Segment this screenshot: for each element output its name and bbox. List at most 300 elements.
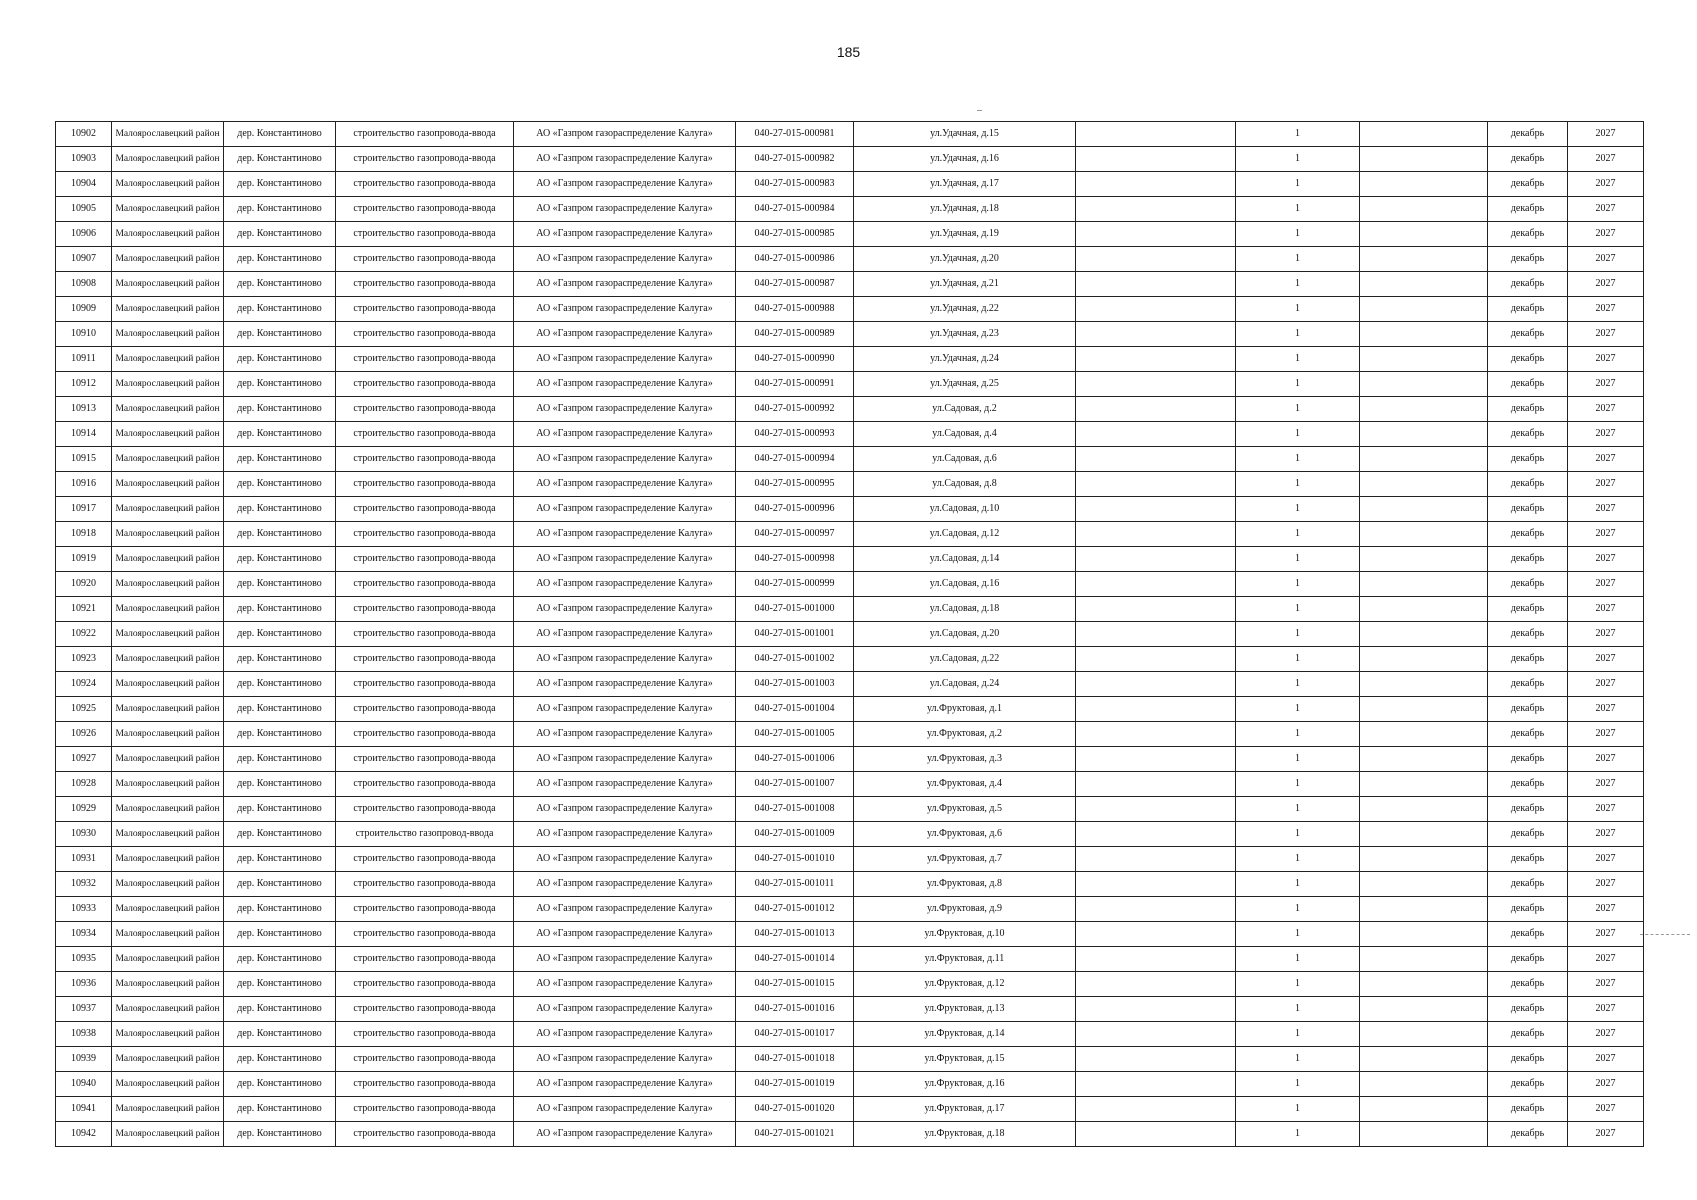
- row-number: 10915: [56, 447, 112, 472]
- quantity-cell: 1: [1236, 497, 1360, 522]
- district-cell: Малоярославецкий район: [112, 772, 224, 797]
- organization-cell: АО «Газпром газораспределение Калуга»: [514, 497, 736, 522]
- row-number: 10912: [56, 372, 112, 397]
- row-number: 10902: [56, 122, 112, 147]
- year-cell: 2027: [1568, 872, 1644, 897]
- quantity-cell: 1: [1236, 472, 1360, 497]
- year-cell: 2027: [1568, 697, 1644, 722]
- year-cell: 2027: [1568, 472, 1644, 497]
- year-cell: 2027: [1568, 722, 1644, 747]
- month-cell: декабрь: [1488, 272, 1568, 297]
- settlement-cell: дер. Константиново: [224, 397, 336, 422]
- work-type-cell: строительство газопровода-ввода: [336, 922, 514, 947]
- quantity-cell: 1: [1236, 1097, 1360, 1122]
- settlement-cell: дер. Константиново: [224, 722, 336, 747]
- work-type-cell: строительство газопровода-ввода: [336, 1097, 514, 1122]
- row-number: 10931: [56, 847, 112, 872]
- work-type-cell: строительство газопровода-ввода: [336, 147, 514, 172]
- address-cell: ул.Фруктовая, д.4: [854, 772, 1076, 797]
- empty-cell: [1076, 522, 1236, 547]
- table-row: [56, 572, 1644, 597]
- object-code-cell: 040-27-015-001009: [736, 822, 854, 847]
- address-cell: ул.Удачная, д.19: [854, 222, 1076, 247]
- work-type-cell: строительство газопровод-ввода: [336, 822, 514, 847]
- month-cell: декабрь: [1488, 897, 1568, 922]
- district-cell: Малоярославецкий район: [112, 997, 224, 1022]
- organization-cell: АО «Газпром газораспределение Калуга»: [514, 822, 736, 847]
- row-number: 10909: [56, 297, 112, 322]
- row-number: 10926: [56, 722, 112, 747]
- settlement-cell: дер. Константиново: [224, 1047, 336, 1072]
- year-cell: 2027: [1568, 1122, 1644, 1147]
- object-code-cell: 040-27-015-000996: [736, 497, 854, 522]
- table-row: [56, 622, 1644, 647]
- empty-cell: [1360, 897, 1488, 922]
- organization-cell: АО «Газпром газораспределение Калуга»: [514, 222, 736, 247]
- organization-cell: АО «Газпром газораспределение Калуга»: [514, 422, 736, 447]
- month-cell: декабрь: [1488, 922, 1568, 947]
- month-cell: декабрь: [1488, 572, 1568, 597]
- month-cell: декабрь: [1488, 372, 1568, 397]
- organization-cell: АО «Газпром газораспределение Калуга»: [514, 347, 736, 372]
- month-cell: декабрь: [1488, 147, 1568, 172]
- organization-cell: АО «Газпром газораспределение Калуга»: [514, 772, 736, 797]
- month-cell: декабрь: [1488, 472, 1568, 497]
- settlement-cell: дер. Константиново: [224, 272, 336, 297]
- row-number: 10927: [56, 747, 112, 772]
- row-number: 10914: [56, 422, 112, 447]
- empty-cell: [1360, 947, 1488, 972]
- address-cell: ул.Фруктовая, д.1: [854, 697, 1076, 722]
- table-row: [56, 322, 1644, 347]
- table-row: [56, 247, 1644, 272]
- year-cell: 2027: [1568, 897, 1644, 922]
- empty-cell: [1076, 147, 1236, 172]
- quantity-cell: 1: [1236, 522, 1360, 547]
- address-cell: ул.Фруктовая, д.9: [854, 897, 1076, 922]
- empty-cell: [1076, 897, 1236, 922]
- month-cell: декабрь: [1488, 647, 1568, 672]
- object-code-cell: 040-27-015-001017: [736, 1022, 854, 1047]
- year-cell: 2027: [1568, 347, 1644, 372]
- organization-cell: АО «Газпром газораспределение Калуга»: [514, 947, 736, 972]
- object-code-cell: 040-27-015-001018: [736, 1047, 854, 1072]
- address-cell: ул.Садовая, д.16: [854, 572, 1076, 597]
- month-cell: декабрь: [1488, 847, 1568, 872]
- settlement-cell: дер. Константиново: [224, 1022, 336, 1047]
- district-cell: Малоярославецкий район: [112, 547, 224, 572]
- district-cell: Малоярославецкий район: [112, 147, 224, 172]
- page-number: 185: [836, 44, 861, 60]
- address-cell: ул.Удачная, д.15: [854, 122, 1076, 147]
- object-code-cell: 040-27-015-001003: [736, 672, 854, 697]
- work-type-cell: строительство газопровода-ввода: [336, 372, 514, 397]
- row-number: 10939: [56, 1047, 112, 1072]
- organization-cell: АО «Газпром газораспределение Калуга»: [514, 1022, 736, 1047]
- district-cell: Малоярославецкий район: [112, 1072, 224, 1097]
- settlement-cell: дер. Константиново: [224, 222, 336, 247]
- table-row: [56, 922, 1644, 947]
- row-number: 10904: [56, 172, 112, 197]
- quantity-cell: 1: [1236, 1047, 1360, 1072]
- object-code-cell: 040-27-015-000990: [736, 347, 854, 372]
- settlement-cell: дер. Константиново: [224, 597, 336, 622]
- district-cell: Малоярославецкий район: [112, 522, 224, 547]
- empty-cell: [1360, 522, 1488, 547]
- object-code-cell: 040-27-015-000993: [736, 422, 854, 447]
- table-row: [56, 947, 1644, 972]
- table-row: [56, 397, 1644, 422]
- settlement-cell: дер. Константиново: [224, 347, 336, 372]
- address-cell: ул.Садовая, д.4: [854, 422, 1076, 447]
- settlement-cell: дер. Константиново: [224, 897, 336, 922]
- settlement-cell: дер. Константиново: [224, 447, 336, 472]
- month-cell: декабрь: [1488, 222, 1568, 247]
- settlement-cell: дер. Константиново: [224, 497, 336, 522]
- work-type-cell: строительство газопровода-ввода: [336, 797, 514, 822]
- table-row: [56, 1122, 1644, 1147]
- year-cell: 2027: [1568, 397, 1644, 422]
- district-cell: Малоярославецкий район: [112, 322, 224, 347]
- month-cell: декабрь: [1488, 772, 1568, 797]
- district-cell: Малоярославецкий район: [112, 222, 224, 247]
- object-code-cell: 040-27-015-001021: [736, 1122, 854, 1147]
- district-cell: Малоярославецкий район: [112, 897, 224, 922]
- work-type-cell: строительство газопровода-ввода: [336, 497, 514, 522]
- settlement-cell: дер. Константиново: [224, 247, 336, 272]
- address-cell: ул.Удачная, д.16: [854, 147, 1076, 172]
- address-cell: ул.Садовая, д.8: [854, 472, 1076, 497]
- settlement-cell: дер. Константиново: [224, 847, 336, 872]
- district-cell: Малоярославецкий район: [112, 847, 224, 872]
- month-cell: декабрь: [1488, 1047, 1568, 1072]
- work-type-cell: строительство газопровода-ввода: [336, 172, 514, 197]
- organization-cell: АО «Газпром газораспределение Калуга»: [514, 622, 736, 647]
- work-type-cell: строительство газопровода-ввода: [336, 847, 514, 872]
- empty-cell: [1360, 1122, 1488, 1147]
- table-row: [56, 647, 1644, 672]
- table-row: [56, 847, 1644, 872]
- table-row: [56, 972, 1644, 997]
- work-type-cell: строительство газопровода-ввода: [336, 972, 514, 997]
- row-number: 10922: [56, 622, 112, 647]
- month-cell: декабрь: [1488, 547, 1568, 572]
- year-cell: 2027: [1568, 597, 1644, 622]
- empty-cell: [1360, 172, 1488, 197]
- empty-cell: [1360, 447, 1488, 472]
- settlement-cell: дер. Константиново: [224, 672, 336, 697]
- row-number: 10928: [56, 772, 112, 797]
- year-cell: 2027: [1568, 222, 1644, 247]
- object-code-cell: 040-27-015-001012: [736, 897, 854, 922]
- year-cell: 2027: [1568, 947, 1644, 972]
- table-row: [56, 1022, 1644, 1047]
- district-cell: Малоярославецкий район: [112, 372, 224, 397]
- district-cell: Малоярославецкий район: [112, 247, 224, 272]
- settlement-cell: дер. Константиново: [224, 1122, 336, 1147]
- work-type-cell: строительство газопровода-ввода: [336, 422, 514, 447]
- quantity-cell: 1: [1236, 422, 1360, 447]
- quantity-cell: 1: [1236, 797, 1360, 822]
- empty-cell: [1360, 597, 1488, 622]
- empty-cell: [1360, 722, 1488, 747]
- settlement-cell: дер. Константиново: [224, 797, 336, 822]
- organization-cell: АО «Газпром газораспределение Калуга»: [514, 572, 736, 597]
- table-body: [56, 122, 1644, 1147]
- empty-cell: [1360, 197, 1488, 222]
- row-number: 10936: [56, 972, 112, 997]
- district-cell: Малоярославецкий район: [112, 1097, 224, 1122]
- year-cell: 2027: [1568, 522, 1644, 547]
- row-number: 10906: [56, 222, 112, 247]
- empty-cell: [1076, 822, 1236, 847]
- quantity-cell: 1: [1236, 597, 1360, 622]
- settlement-cell: дер. Константиново: [224, 1072, 336, 1097]
- quantity-cell: 1: [1236, 772, 1360, 797]
- object-code-cell: 040-27-015-000998: [736, 547, 854, 572]
- settlement-cell: дер. Константиново: [224, 297, 336, 322]
- district-cell: Малоярославецкий район: [112, 422, 224, 447]
- table-row: [56, 347, 1644, 372]
- row-number: 10933: [56, 897, 112, 922]
- table-row: [56, 297, 1644, 322]
- address-cell: ул.Фруктовая, д.3: [854, 747, 1076, 772]
- district-cell: Малоярославецкий район: [112, 572, 224, 597]
- work-type-cell: строительство газопровода-ввода: [336, 297, 514, 322]
- table-row: [56, 372, 1644, 397]
- object-code-cell: 040-27-015-001002: [736, 647, 854, 672]
- table-row: [56, 547, 1644, 572]
- table-row: [56, 272, 1644, 297]
- organization-cell: АО «Газпром газораспределение Калуга»: [514, 1072, 736, 1097]
- empty-cell: [1360, 972, 1488, 997]
- object-code-cell: 040-27-015-001004: [736, 697, 854, 722]
- work-type-cell: строительство газопровода-ввода: [336, 247, 514, 272]
- district-cell: Малоярославецкий район: [112, 497, 224, 522]
- row-number: 10935: [56, 947, 112, 972]
- quantity-cell: 1: [1236, 347, 1360, 372]
- object-code-cell: 040-27-015-001015: [736, 972, 854, 997]
- year-cell: 2027: [1568, 622, 1644, 647]
- district-cell: Малоярославецкий район: [112, 347, 224, 372]
- settlement-cell: дер. Константиново: [224, 422, 336, 447]
- empty-cell: [1076, 672, 1236, 697]
- empty-cell: [1076, 347, 1236, 372]
- year-cell: 2027: [1568, 197, 1644, 222]
- empty-cell: [1076, 622, 1236, 647]
- quantity-cell: 1: [1236, 447, 1360, 472]
- year-cell: 2027: [1568, 922, 1644, 947]
- object-code-cell: 040-27-015-001001: [736, 622, 854, 647]
- address-cell: ул.Удачная, д.21: [854, 272, 1076, 297]
- object-code-cell: 040-27-015-001013: [736, 922, 854, 947]
- empty-cell: [1076, 197, 1236, 222]
- organization-cell: АО «Газпром газораспределение Калуга»: [514, 647, 736, 672]
- object-code-cell: 040-27-015-000991: [736, 372, 854, 397]
- work-type-cell: строительство газопровода-ввода: [336, 447, 514, 472]
- work-type-cell: строительство газопровода-ввода: [336, 647, 514, 672]
- district-cell: Малоярославецкий район: [112, 797, 224, 822]
- object-code-cell: 040-27-015-001014: [736, 947, 854, 972]
- object-code-cell: 040-27-015-001007: [736, 772, 854, 797]
- quantity-cell: 1: [1236, 822, 1360, 847]
- year-cell: 2027: [1568, 297, 1644, 322]
- empty-cell: [1360, 372, 1488, 397]
- quantity-cell: 1: [1236, 122, 1360, 147]
- quantity-cell: 1: [1236, 147, 1360, 172]
- empty-cell: [1076, 572, 1236, 597]
- empty-cell: [1076, 247, 1236, 272]
- object-code-cell: 040-27-015-000984: [736, 197, 854, 222]
- scan-mark: [977, 110, 982, 111]
- organization-cell: АО «Газпром газораспределение Калуга»: [514, 847, 736, 872]
- empty-cell: [1076, 847, 1236, 872]
- organization-cell: АО «Газпром газораспределение Калуга»: [514, 672, 736, 697]
- district-cell: Малоярославецкий район: [112, 172, 224, 197]
- empty-cell: [1360, 1022, 1488, 1047]
- district-cell: Малоярославецкий район: [112, 447, 224, 472]
- year-cell: 2027: [1568, 972, 1644, 997]
- object-code-cell: 040-27-015-000997: [736, 522, 854, 547]
- month-cell: декабрь: [1488, 522, 1568, 547]
- district-cell: Малоярославецкий район: [112, 922, 224, 947]
- address-cell: ул.Фруктовая, д.18: [854, 1122, 1076, 1147]
- work-type-cell: строительство газопровода-ввода: [336, 272, 514, 297]
- settlement-cell: дер. Константиново: [224, 997, 336, 1022]
- work-type-cell: строительство газопровода-ввода: [336, 522, 514, 547]
- address-cell: ул.Фруктовая, д.12: [854, 972, 1076, 997]
- row-number: 10905: [56, 197, 112, 222]
- month-cell: декабрь: [1488, 297, 1568, 322]
- month-cell: декабрь: [1488, 997, 1568, 1022]
- year-cell: 2027: [1568, 772, 1644, 797]
- work-type-cell: строительство газопровода-ввода: [336, 397, 514, 422]
- year-cell: 2027: [1568, 422, 1644, 447]
- row-number: 10938: [56, 1022, 112, 1047]
- year-cell: 2027: [1568, 372, 1644, 397]
- empty-cell: [1076, 597, 1236, 622]
- district-cell: Малоярославецкий район: [112, 672, 224, 697]
- row-number: 10923: [56, 647, 112, 672]
- empty-cell: [1360, 497, 1488, 522]
- month-cell: декабрь: [1488, 747, 1568, 772]
- work-type-cell: строительство газопровода-ввода: [336, 672, 514, 697]
- object-code-cell: 040-27-015-001020: [736, 1097, 854, 1122]
- district-cell: Малоярославецкий район: [112, 722, 224, 747]
- year-cell: 2027: [1568, 1072, 1644, 1097]
- object-code-cell: 040-27-015-000987: [736, 272, 854, 297]
- work-type-cell: строительство газопровода-ввода: [336, 772, 514, 797]
- month-cell: декабрь: [1488, 597, 1568, 622]
- address-cell: ул.Фруктовая, д.7: [854, 847, 1076, 872]
- year-cell: 2027: [1568, 1097, 1644, 1122]
- empty-cell: [1360, 297, 1488, 322]
- year-cell: 2027: [1568, 147, 1644, 172]
- month-cell: декабрь: [1488, 447, 1568, 472]
- organization-cell: АО «Газпром газораспределение Калуга»: [514, 372, 736, 397]
- organization-cell: АО «Газпром газораспределение Калуга»: [514, 697, 736, 722]
- district-cell: Малоярославецкий район: [112, 972, 224, 997]
- year-cell: 2027: [1568, 447, 1644, 472]
- row-number: 10932: [56, 872, 112, 897]
- object-code-cell: 040-27-015-000988: [736, 297, 854, 322]
- empty-cell: [1076, 772, 1236, 797]
- month-cell: декабрь: [1488, 397, 1568, 422]
- quantity-cell: 1: [1236, 997, 1360, 1022]
- address-cell: ул.Фруктовая, д.13: [854, 997, 1076, 1022]
- settlement-cell: дер. Константиново: [224, 697, 336, 722]
- settlement-cell: дер. Константиново: [224, 972, 336, 997]
- year-cell: 2027: [1568, 322, 1644, 347]
- empty-cell: [1360, 572, 1488, 597]
- empty-cell: [1076, 922, 1236, 947]
- quantity-cell: 1: [1236, 547, 1360, 572]
- row-number: 10907: [56, 247, 112, 272]
- quantity-cell: 1: [1236, 222, 1360, 247]
- empty-cell: [1360, 747, 1488, 772]
- work-type-cell: строительство газопровода-ввода: [336, 747, 514, 772]
- row-number: 10941: [56, 1097, 112, 1122]
- row-number: 10929: [56, 797, 112, 822]
- empty-cell: [1076, 122, 1236, 147]
- district-cell: Малоярославецкий район: [112, 872, 224, 897]
- address-cell: ул.Удачная, д.25: [854, 372, 1076, 397]
- empty-cell: [1076, 222, 1236, 247]
- work-type-cell: строительство газопровода-ввода: [336, 997, 514, 1022]
- district-cell: Малоярославецкий район: [112, 272, 224, 297]
- object-code-cell: 040-27-015-000985: [736, 222, 854, 247]
- address-cell: ул.Фруктовая, д.16: [854, 1072, 1076, 1097]
- row-number: 10903: [56, 147, 112, 172]
- table-row: [56, 472, 1644, 497]
- row-number: 10910: [56, 322, 112, 347]
- row-number: 10917: [56, 497, 112, 522]
- month-cell: декабрь: [1488, 672, 1568, 697]
- work-type-cell: строительство газопровода-ввода: [336, 222, 514, 247]
- quantity-cell: 1: [1236, 947, 1360, 972]
- empty-cell: [1360, 397, 1488, 422]
- year-cell: 2027: [1568, 1047, 1644, 1072]
- district-cell: Малоярославецкий район: [112, 472, 224, 497]
- table-row: [56, 497, 1644, 522]
- object-code-cell: 040-27-015-000983: [736, 172, 854, 197]
- month-cell: декабрь: [1488, 722, 1568, 747]
- work-type-cell: строительство газопровода-ввода: [336, 622, 514, 647]
- table-row: [56, 722, 1644, 747]
- address-cell: ул.Садовая, д.22: [854, 647, 1076, 672]
- table-row: [56, 747, 1644, 772]
- table-row: [56, 447, 1644, 472]
- address-cell: ул.Фруктовая, д.8: [854, 872, 1076, 897]
- work-type-cell: строительство газопровода-ввода: [336, 322, 514, 347]
- quantity-cell: 1: [1236, 197, 1360, 222]
- year-cell: 2027: [1568, 272, 1644, 297]
- table-row: [56, 897, 1644, 922]
- empty-cell: [1360, 772, 1488, 797]
- work-type-cell: строительство газопровода-ввода: [336, 122, 514, 147]
- settlement-cell: дер. Константиново: [224, 547, 336, 572]
- object-code-cell: 040-27-015-001016: [736, 997, 854, 1022]
- row-number: 10913: [56, 397, 112, 422]
- object-code-cell: 040-27-015-000992: [736, 397, 854, 422]
- quantity-cell: 1: [1236, 397, 1360, 422]
- month-cell: декабрь: [1488, 797, 1568, 822]
- district-cell: Малоярославецкий район: [112, 822, 224, 847]
- year-cell: 2027: [1568, 1022, 1644, 1047]
- register-table: [55, 121, 1644, 1147]
- organization-cell: АО «Газпром газораспределение Калуга»: [514, 1122, 736, 1147]
- empty-cell: [1076, 372, 1236, 397]
